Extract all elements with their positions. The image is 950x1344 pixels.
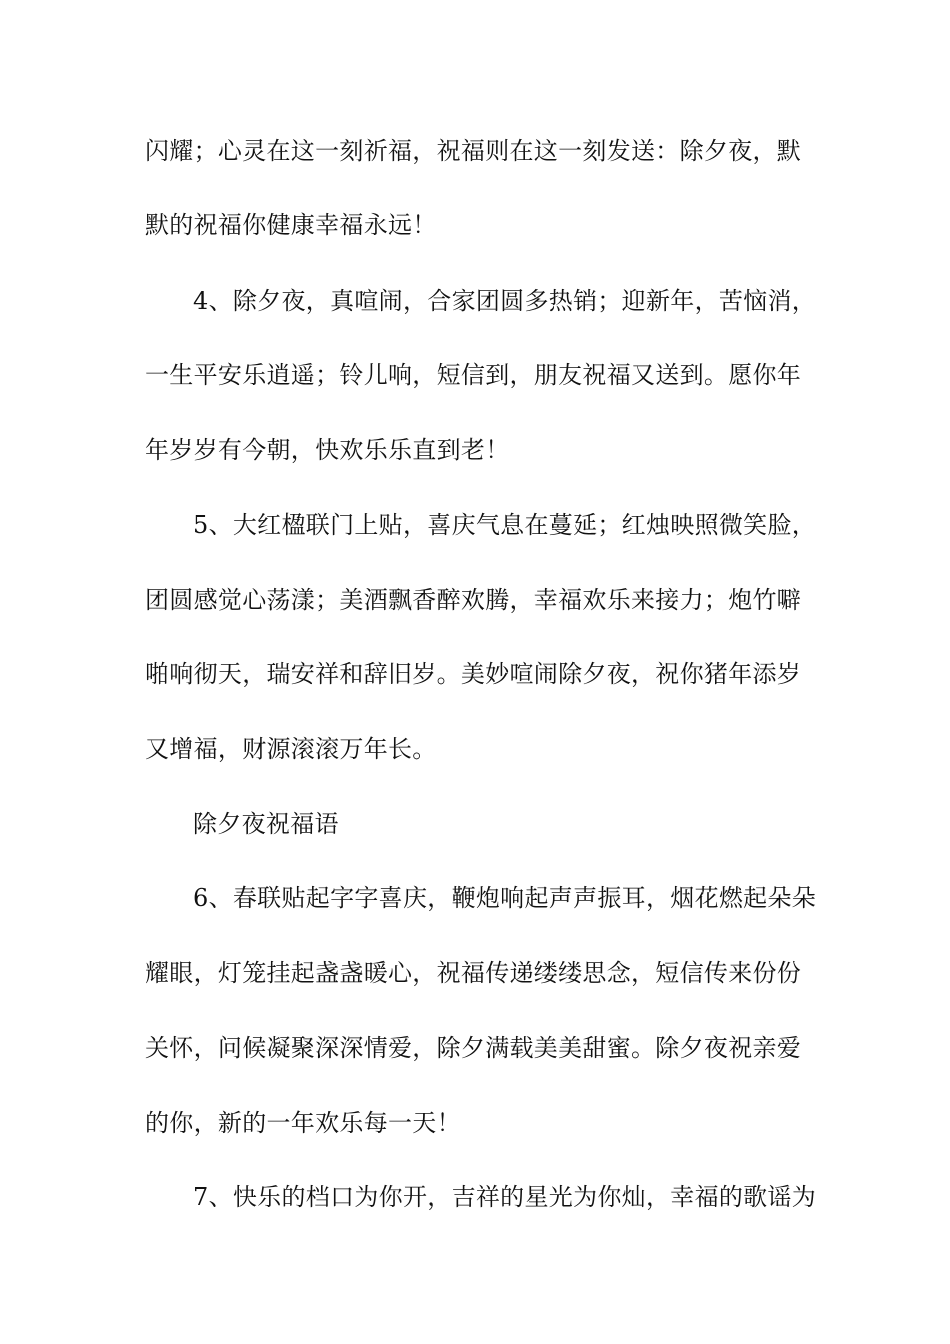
text-line: 又增福，财源滚滚万年长。 bbox=[145, 735, 437, 763]
text-line: 啪响彻天，瑞安祥和辞旧岁。美妙喧闹除夕夜，祝你猪年添岁 bbox=[145, 660, 802, 688]
text-line: 耀眼，灯笼挂起盏盏暖心，祝福传递缕缕思念，短信传来份份 bbox=[145, 959, 802, 987]
section-heading: 除夕夜祝福语 bbox=[193, 810, 339, 838]
text-line: 5、大红楹联门上贴，喜庆气息在蔓延；红烛映照微笑脸， bbox=[193, 511, 817, 539]
text-line: 团圆感觉心荡漾；美酒飘香醉欢腾，幸福欢乐来接力；炮竹噼 bbox=[145, 586, 802, 614]
text-line: 7、快乐的档口为你开，吉祥的星光为你灿，幸福的歌谣为 bbox=[193, 1183, 817, 1211]
text-line: 6、春联贴起字字喜庆，鞭炮响起声声振耳，烟花燃起朵朵 bbox=[193, 884, 817, 912]
text-line: 4、除夕夜，真喧闹，合家团圆多热销；迎新年，苦恼消， bbox=[193, 287, 817, 315]
text-line: 年岁岁有今朝，快欢乐乐直到老！ bbox=[145, 436, 510, 464]
text-line: 一生平安乐逍遥；铃儿响，短信到，朋友祝福又送到。愿你年 bbox=[145, 361, 802, 389]
text-line: 闪耀；心灵在这一刻祈福，祝福则在这一刻发送：除夕夜，默 bbox=[145, 137, 802, 165]
text-line: 默的祝福你健康幸福永远！ bbox=[145, 211, 437, 239]
text-line: 关怀，问候凝聚深深情爱，除夕满载美美甜蜜。除夕夜祝亲爱 bbox=[145, 1034, 802, 1062]
text-line: 的你，新的一年欢乐每一天！ bbox=[145, 1109, 461, 1137]
